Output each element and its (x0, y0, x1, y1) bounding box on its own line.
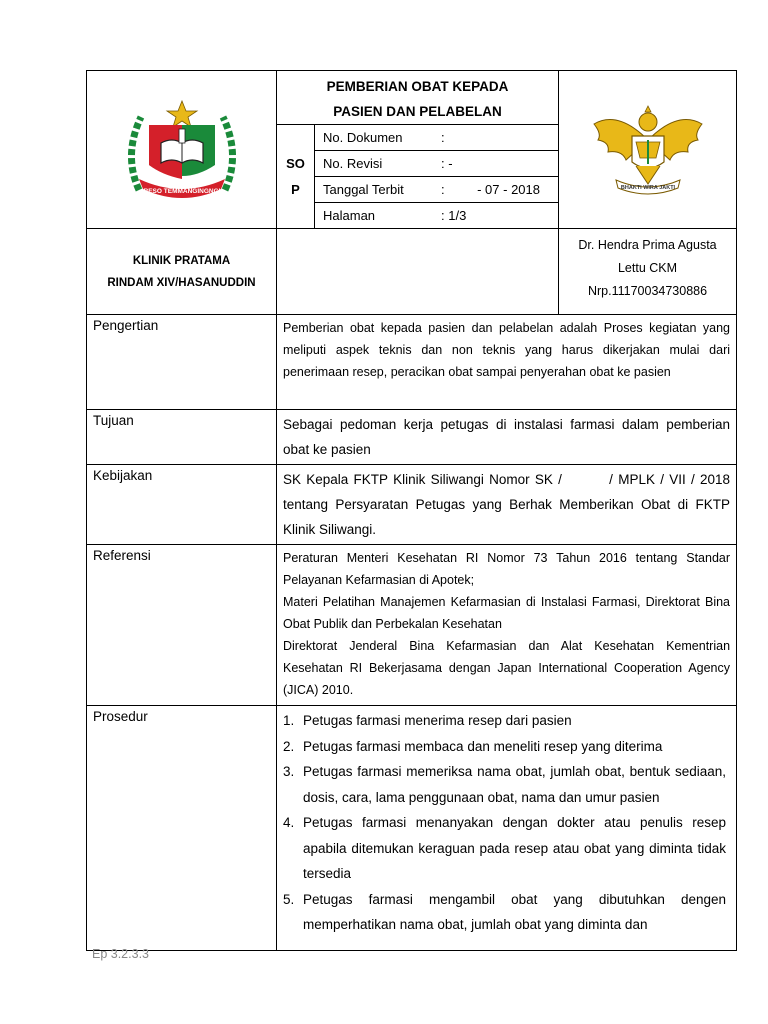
referensi-line: Peraturan Menteri Kesehatan RI Nomor 73 Tahun 2016 tentang Standar Pelayanan Kefarmasian di Apotek; (283, 551, 731, 587)
sop-document (86, 70, 736, 951)
meta-value: : - 07 - 2018 (441, 182, 540, 197)
referensi-block (277, 545, 737, 706)
meta-row-revisi (315, 151, 559, 177)
meta-key: No. Revisi (323, 156, 383, 171)
referensi-line: Materi Pelatihan Manajemen Kefarmasian di Instalasi Farmasi, Direktorat Bina Obat Publik dan Perbekalan Kesehatan (283, 595, 731, 631)
meta-value: : (441, 130, 445, 145)
step-number: 3. (283, 764, 295, 779)
meta-key: No. Dokumen (323, 130, 403, 145)
meta-value: : - (441, 156, 453, 171)
referensi-line: Direktorat Jenderal Bina Kefarmasian dan Alat Kesehatan Kementrian Kesehatan RI Bekerjasama dengan Japan International Cooperation Agency (JICA) 2010. (283, 639, 731, 697)
left-logo-banner-text: RESO TEMMANGINGNGI (143, 187, 220, 195)
step-number: 5. (283, 891, 295, 907)
step-text: Petugas farmasi menerima resep dari pasien (303, 713, 572, 728)
meta-key: Halaman (323, 208, 376, 223)
title-line-2: PASIEN DAN PELABELAN (333, 104, 502, 119)
footer-code: Ep 3.2.3.3 (92, 947, 149, 961)
signer-nrp: Nrp.11170034730886 (587, 284, 708, 298)
sop-label-line-2: P (291, 181, 300, 197)
signer-rank: Lettu CKM (617, 261, 678, 275)
pengertian-text: Pemberian obat kepada pasien dan pelabelan adalah Proses kegiatan yang meliputi aspek teknis dan non teknis yang harus dikerjakan mulai dari penerimaan resep, peracikan obat sampai penyerahan obat ke pasien (277, 315, 737, 410)
step-item (283, 708, 726, 734)
signer-name: Dr. Hendra Prima Agusta (578, 238, 717, 252)
left-logo-cell (87, 71, 277, 229)
prosedur-block (277, 706, 737, 951)
right-logo-cell (559, 71, 737, 229)
step-text: Petugas farmasi membaca dan meneliti resep yang diterima (303, 738, 663, 754)
meta-row-tanggal (315, 177, 559, 203)
step-text: Petugas farmasi mengambil obat yang dibutuhkan dengen memperhatikan nama obat, jumlah obat yang diminta dan (303, 891, 727, 932)
clinic-name (87, 229, 277, 315)
label-referensi: Referensi (87, 545, 277, 706)
step-number: 2. (283, 738, 295, 754)
label-tujuan: Tujuan (87, 410, 277, 465)
signer-block (559, 229, 737, 315)
meta-value: : 1/3 (441, 208, 467, 223)
meta-row-dokumen (315, 125, 559, 151)
tujuan-text: Sebagai pedoman kerja petugas di instalasi farmasi dalam pemberian obat ke pasien (277, 410, 737, 465)
empty-sign-cell (277, 229, 559, 315)
label-prosedur: Prosedur (87, 706, 277, 951)
prosedur-steps (283, 708, 726, 938)
label-kebijakan: Kebijakan (87, 465, 277, 545)
sop-label (277, 125, 315, 229)
sop-label-line-1: SO (286, 155, 305, 171)
clinic-line-2: RINDAM XIV/HASANUDDIN (107, 276, 256, 289)
label-pengertian: Pengertian (87, 315, 277, 410)
garuda-emblem-icon (588, 100, 708, 200)
title-line-1: PEMBERIAN OBAT KEPADA (326, 79, 509, 94)
step-number: 4. (283, 815, 295, 830)
step-text: Petugas farmasi memeriksa nama obat, jumlah obat, bentuk sediaan, dosis, cara, lama penggunaan obat, nama dan umur pasien (303, 764, 727, 805)
step-number: 1. (283, 713, 295, 728)
clinic-line-1: KLINIK PRATAMA (132, 254, 231, 267)
step-item (283, 810, 726, 887)
step-text: Petugas farmasi menanyakan dengan dokter atau penulis resep apabila ditemukan keraguan pada resep atau obat yang diminta tidak tersedia (303, 815, 727, 881)
meta-key: Tanggal Terbit (323, 182, 404, 197)
step-item (283, 734, 726, 760)
kebijakan-text: SK Kepala FKTP Klinik Siliwangi Nomor SK / / MPLK / VII / 2018 tentang Persyaratan Petugas yang Berhak Memberikan Obat di FKTP Klinik Siliwangi. (277, 465, 737, 545)
rindam-emblem-icon (117, 95, 247, 205)
right-logo-banner-text: BHAKTI WIRA JAKTI (620, 184, 675, 191)
step-item (283, 887, 726, 938)
document-title (277, 71, 559, 125)
meta-row-halaman (315, 203, 559, 229)
step-item (283, 759, 726, 810)
sop-table (86, 70, 737, 951)
